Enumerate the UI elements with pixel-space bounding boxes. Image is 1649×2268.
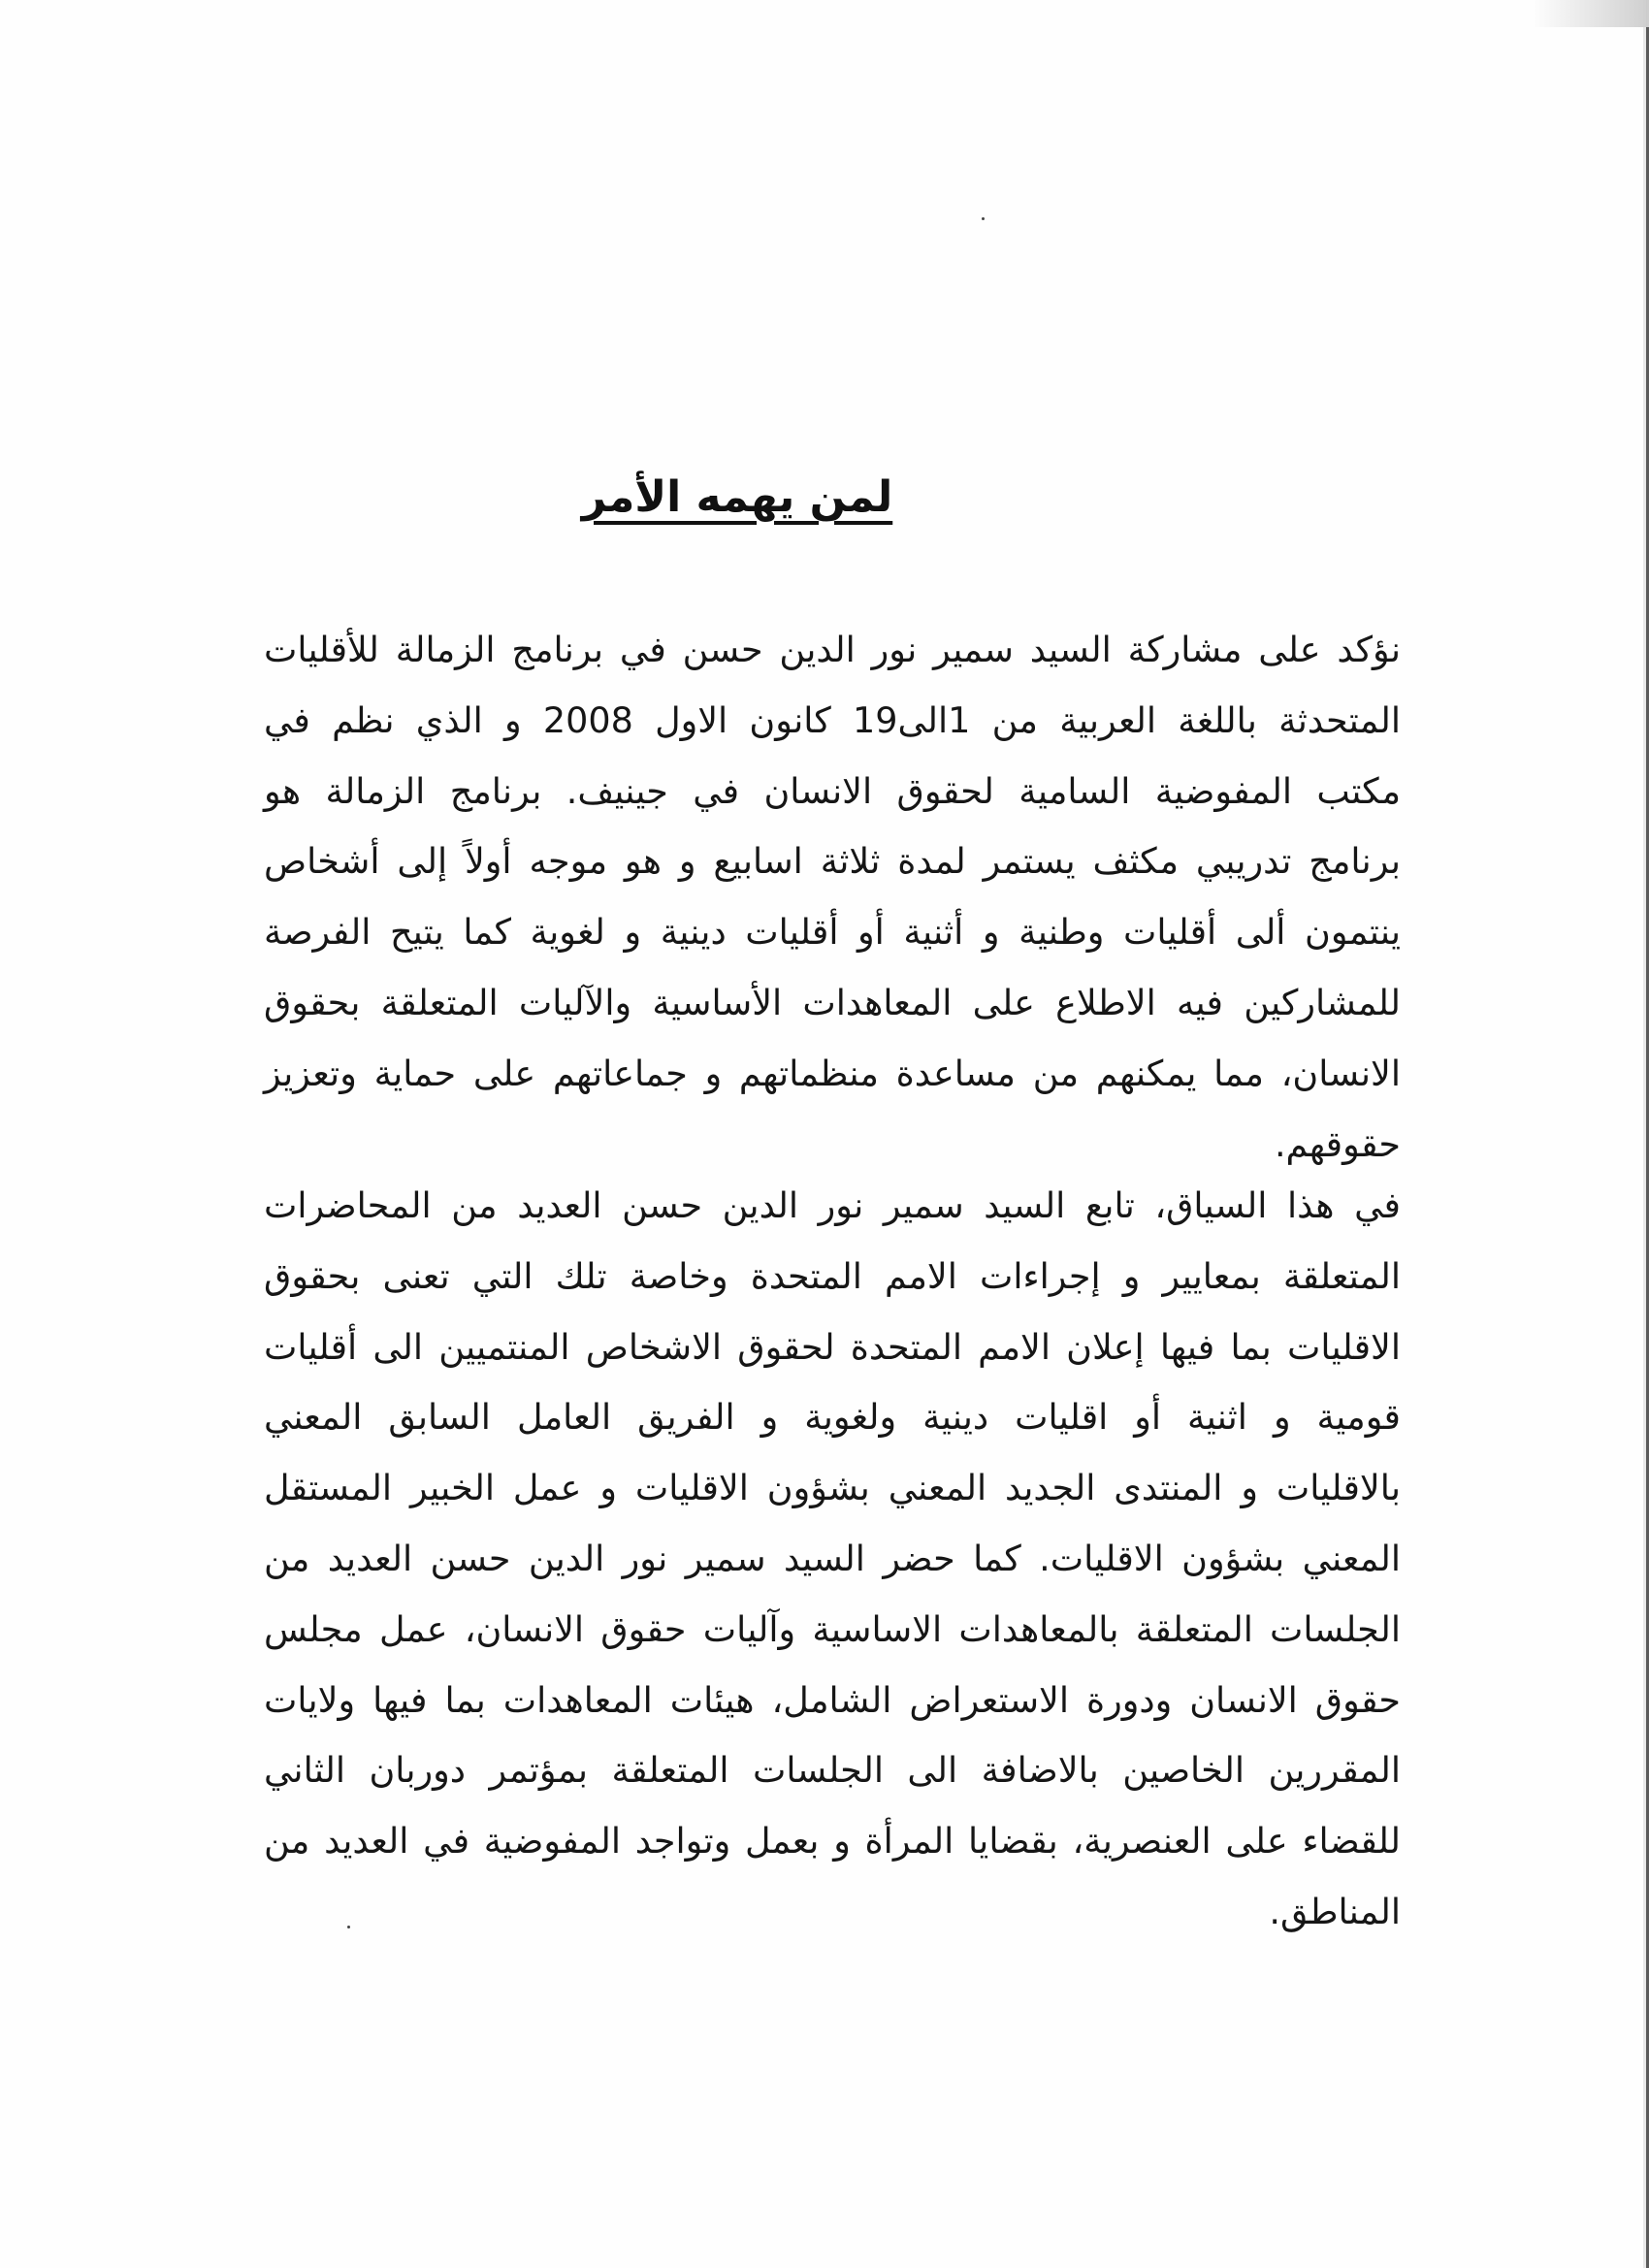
scan-speck [982, 217, 985, 220]
document-heading [504, 464, 970, 532]
paragraph-activities: في هذا السياق، تابع السيد سمير نور الدين حسن العديد من المحاضرات المتعلقة بمعايير و إجراءات الامم المتحدة وخاصة تلك التي تعنى بحقوق الاقليات بما فيها إعلان الامم المتحدة لحقوق الاشخاص المنتميين الى أقليات قومية و اثنية أو اقليات دينية ولغوية و الفريق العامل السابق المعني بالاقليات و المنتدى الجديد المعني بشؤون الاقليات و عمل الخبير المستقل المعني بشؤون الاقليات. كما حضر السيد سمير نور الدين حسن العديد من الجلسات المتعلقة بالمعاهدات الاساسية وآليات حقوق الانسان، عمل مجلس حقوق الانسان ودورة الاستعراض الشامل، هيئات المعاهدات بما فيها ولايات المقررين الخاصين بالاضافة الى الجلسات المتعلقة بمؤتمر دوربان الثاني للقضاء على العنصرية، بقضايا المرأة و بعمل وتواجد المفوضية في العديد من المناطق. [264, 1184, 1401, 1932]
scan-corner-shadow [1533, 0, 1649, 27]
paragraph-participation: نؤكد على مشاركة السيد سمير نور الدين حسن في برنامج الزمالة للأقليات المتحدثة باللغة العربية من 1الى19 كانون الاول 2008 و الذي نظم في مكتب المفوضية السامية لحقوق الانسان في جينيف. برنامج الزمالة هو برنامج تدريبي مكثف يستمر لمدة ثلاثة اسابيع و هو موجه أولاً إلى أشخاص ينتمون ألى أقليات وطنية و أثنية أو أقليات دينية و لغوية كما يتيح الفرصة للمشاركين فيه الاطلاع على المعاهدات الأساسية والآليات المتعلقة بحقوق الانسان، مما يمكنهم من مساعدة منظماتهم و جماعاتهم على حماية وتعزيز حقوقهم. [264, 629, 1401, 1165]
heading-text: لمن يهمه الأمر [581, 472, 893, 522]
